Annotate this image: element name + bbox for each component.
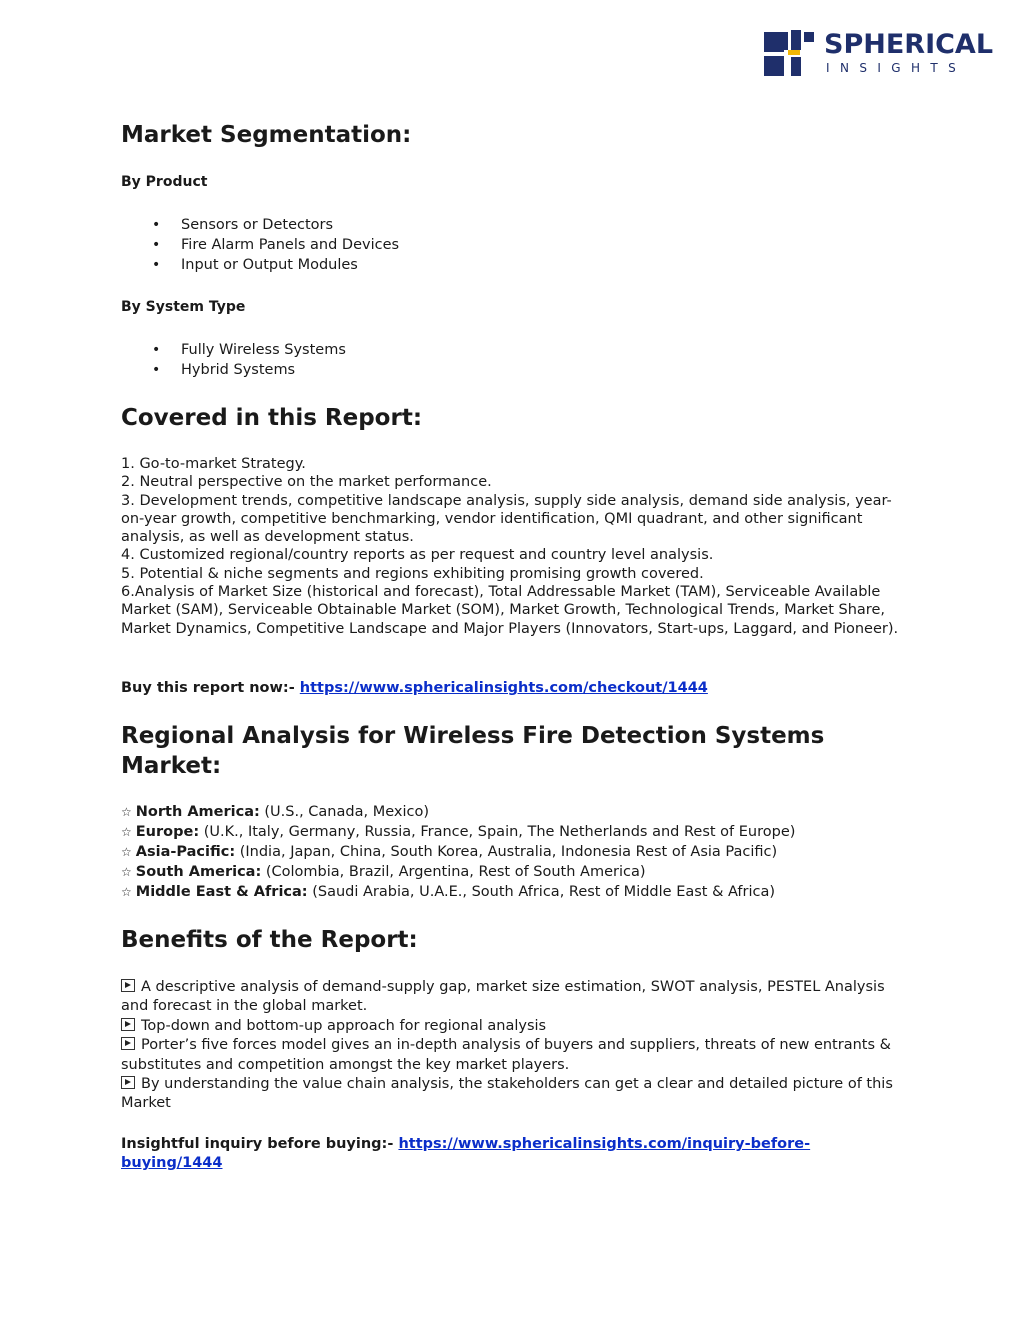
brand-logo — [764, 29, 994, 78]
inquiry-link[interactable]: https://www.sphericalinsights.com/inquiry-before-buying/1444 — [121, 1136, 811, 1171]
star-icon: ☆ — [121, 885, 132, 900]
play-box-icon — [121, 979, 135, 992]
benefits-list — [121, 978, 911, 1114]
list-item: • Input or Output Modules — [121, 255, 399, 275]
inquiry-label: Insightful inquiry before buying:- — [121, 1136, 399, 1152]
play-box-icon — [121, 1018, 135, 1031]
list-item: • Sensors or Detectors — [121, 215, 399, 235]
product-list — [121, 215, 399, 276]
region-item: ☆ Asia-Pacific: (India, Japan, China, South Korea, Australia, Indonesia Rest of Asia Pacific) — [121, 844, 778, 861]
region-list — [121, 802, 795, 902]
region-item: ☆ North America: (U.S., Canada, Mexico) — [121, 804, 429, 820]
region-item: ☆ Middle East & Africa: (Saudi Arabia, U.A.E., South Africa, Rest of Middle East & Africa) — [121, 884, 776, 901]
regional-title: Regional Analysis for Wireless Fire Detection Systems Market: — [121, 723, 825, 779]
region-item: ☆ Europe: (U.K., Italy, Germany, Russia, France, Spain, The Netherlands and Rest of Europe) — [121, 824, 796, 841]
benefit-item: Top-down and bottom-up approach for regional analysis — [121, 1017, 911, 1036]
system-list — [121, 340, 346, 380]
brand-sub: INSIGHTS — [826, 61, 967, 75]
list-item: • Hybrid Systems — [121, 360, 346, 380]
list-item: • Fully Wireless Systems — [121, 340, 346, 360]
covered-item: 1. Go-to-market Strategy. — [121, 456, 306, 472]
benefit-item: By understanding the value chain analysis, the stakeholders can get a clear and detailed picture of this Market — [121, 1076, 893, 1112]
covered-item: 6.Analysis of Market Size (historical and forecast), Total Addressable Market (TAM), Serviceable Available Market (SAM), Serviceable Obtainable Market (SOM), Market Growth, Technological Trends, Market Share, Market Dynamics, Competitive Landscape and Major Players (Innovators, Start-ups, Laggard, and Pioneer). — [121, 584, 899, 637]
covered-list — [121, 455, 911, 638]
star-icon: ☆ — [121, 865, 132, 880]
by-product-label: By Product — [121, 174, 208, 190]
buy-line — [121, 680, 708, 696]
benefits-title: Benefits of the Report: — [121, 927, 418, 953]
segmentation-title: Market Segmentation: — [121, 122, 412, 148]
buy-link[interactable]: https://www.sphericalinsights.com/checkout/1444 — [299, 680, 708, 696]
by-system-label: By System Type — [121, 299, 246, 315]
covered-item: 2. Neutral perspective on the market performance. — [121, 474, 492, 491]
covered-title: Covered in this Report: — [121, 405, 423, 431]
covered-item: 5. Potential & niche segments and regions exhibiting promising growth covered. — [121, 565, 704, 582]
inquiry-line — [121, 1135, 911, 1173]
star-icon: ☆ — [121, 825, 132, 840]
covered-item: 4. Customized regional/country reports as per request and country level analysis. — [121, 547, 714, 564]
benefit-item: A descriptive analysis of demand-supply gap, market size estimation, SWOT analysis, PESTEL Analysis and forecast in the global market. — [121, 979, 885, 1015]
brand-name: SPHERICAL — [824, 29, 994, 60]
play-box-icon — [121, 1037, 135, 1050]
star-icon: ☆ — [121, 805, 132, 819]
region-item: ☆ South America: (Colombia, Brazil, Argentina, Rest of South America) — [121, 864, 646, 881]
benefit-item: Porter’s five forces model gives an in-depth analysis of buyers and suppliers, threats of new entrants & substitutes and competition amongst the key market players. — [121, 1037, 891, 1073]
star-icon: ☆ — [121, 845, 132, 860]
covered-item: 3. Development trends, competitive landscape analysis, supply side analysis, demand side analysis, year-on-year growth, competitive benchmarking, vendor identification, QMI quadrant, and other significant analysis, as well as development status. — [121, 492, 892, 546]
spherical-insights-logo-mark — [764, 30, 820, 78]
buy-label: Buy this report now:- — [121, 680, 300, 696]
list-item: • Fire Alarm Panels and Devices — [121, 235, 399, 255]
play-box-icon — [121, 1076, 135, 1089]
